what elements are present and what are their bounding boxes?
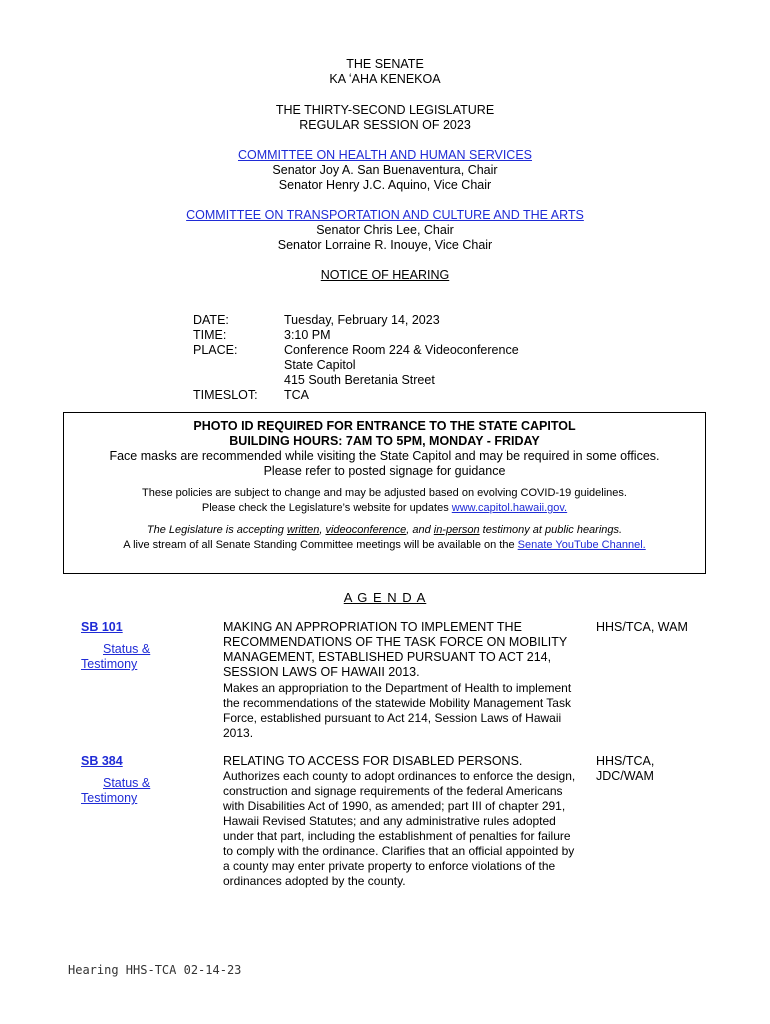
date-value: Tuesday, February 14, 2023 [284,313,440,327]
committee-link-tca[interactable]: COMMITTEE ON TRANSPORTATION AND CULTURE AND THE ARTS [186,208,584,222]
committee-chair: Senator Joy A. San Buenaventura, Chair [272,163,498,177]
signage-notice: Please refer to posted signage for guidance [263,464,506,478]
committee-link-hhs[interactable]: COMMITTEE ON HEALTH AND HUMAN SERVICES [237,148,533,162]
bill-title: MAKING AN APPROPRIATION TO IMPLEMENT THE RECOMMENDATIONS OF THE TASK FORCE ON MOBILITY MANAGEMENT, ESTABLISHED PURSUANT TO ACT 214, SESSION LAWS OF HAWAII 2013. [223,620,568,679]
photo-id-notice: PHOTO ID REQUIRED FOR ENTRANCE TO THE STATE CAPITOL [193,419,576,433]
bill-title: RELATING TO ACCESS FOR DISABLED PERSONS. [223,754,523,768]
session-title: REGULAR SESSION OF 2023 [299,118,471,132]
capitol-website-link[interactable]: www.capitol.hawaii.gov. [451,502,568,514]
agenda-title: A G E N D A [343,590,427,605]
place-value: Conference Room 224 & Videoconference [284,343,519,357]
committee-vice-chair: Senator Henry J.C. Aquino, Vice Chair [278,178,492,192]
place-label: PLACE: [193,343,238,357]
bill-number-link[interactable]: SB 384 [81,754,123,768]
legislature-block [0,103,770,133]
bill-number-link[interactable]: SB 101 [81,620,123,634]
building-hours-notice: BUILDING HOURS: 7AM TO 5PM, MONDAY - FRIDAY [229,434,540,448]
face-mask-notice: Face masks are recommended while visiting the State Capitol and may be required in some offices. [109,449,660,463]
place-value-2: State Capitol [284,358,356,372]
notice-heading-wrap [0,268,770,283]
bill-description: Makes an appropriation to the Department of Health to implement the recommendations of the statewide Mobility Management Task Force, established pursuant to Act 214, Session Laws of Hawaii 2013. [223,681,572,740]
time-label: TIME: [193,328,227,342]
committee-vice-chair: Senator Lorraine R. Inouye, Vice Chair [277,238,493,252]
committee-block-2 [0,208,770,253]
page-footer: Hearing HHS-TCA 02-14-23 [68,963,242,977]
policy-notice-box [63,412,706,574]
hearing-info [193,313,519,403]
testimony-notice: The Legislature is accepting written, videoconference, and in-person testimony at public hearings. [146,524,623,536]
committee-block-1 [0,148,770,193]
bill-committees: HHS/TCA, WAM [596,620,688,634]
date-label: DATE: [193,313,229,327]
committee-chair: Senator Chris Lee, Chair [316,223,454,237]
status-testimony-link[interactable]: Status & Testimony [81,776,151,805]
status-testimony-link[interactable]: Status & Testimony [81,642,151,671]
bill-committees: HHS/TCA, JDC/WAM [596,754,655,783]
livestream-notice: A live stream of all Senate Standing Committee meetings will be available on the Senate YouTube Channel. [123,539,646,551]
timeslot-value: TCA [284,388,309,402]
covid-policy-notice: These policies are subject to change and may be adjusted based on evolving COVID-19 guidelines. [142,487,627,499]
legislature-title: THE THIRTY-SECOND LEGISLATURE [275,103,495,117]
header-block [0,57,770,87]
place-value-3: 415 South Beretania Street [284,373,435,387]
time-value: 3:10 PM [284,328,331,342]
website-notice: Please check the Legislature’s website for updates www.capitol.hawaii.gov. [201,502,568,514]
notice-of-hearing-title: NOTICE OF HEARING [320,268,450,282]
chamber-title-hawaiian: KA ʻAHA KENEKOA [329,72,441,86]
chamber-title: THE SENATE [346,57,424,71]
timeslot-label: TIMESLOT: [193,388,258,402]
bill-description: Authorizes each county to adopt ordinances to enforce the design, construction and signage requirements of the federal Americans with Disabilities Act of 1990, as amended; part III of chapter 291, Hawaii Revised Statutes; and any administrative rules adopted under that part, including the establishment of penalties for failure to comply with the ordinance. Clarifies that an official appointed by a county may enter private property to enforce violations of the ordinances adopted by the county. [223,769,576,888]
youtube-channel-link[interactable]: Senate YouTube Channel. [517,539,646,551]
